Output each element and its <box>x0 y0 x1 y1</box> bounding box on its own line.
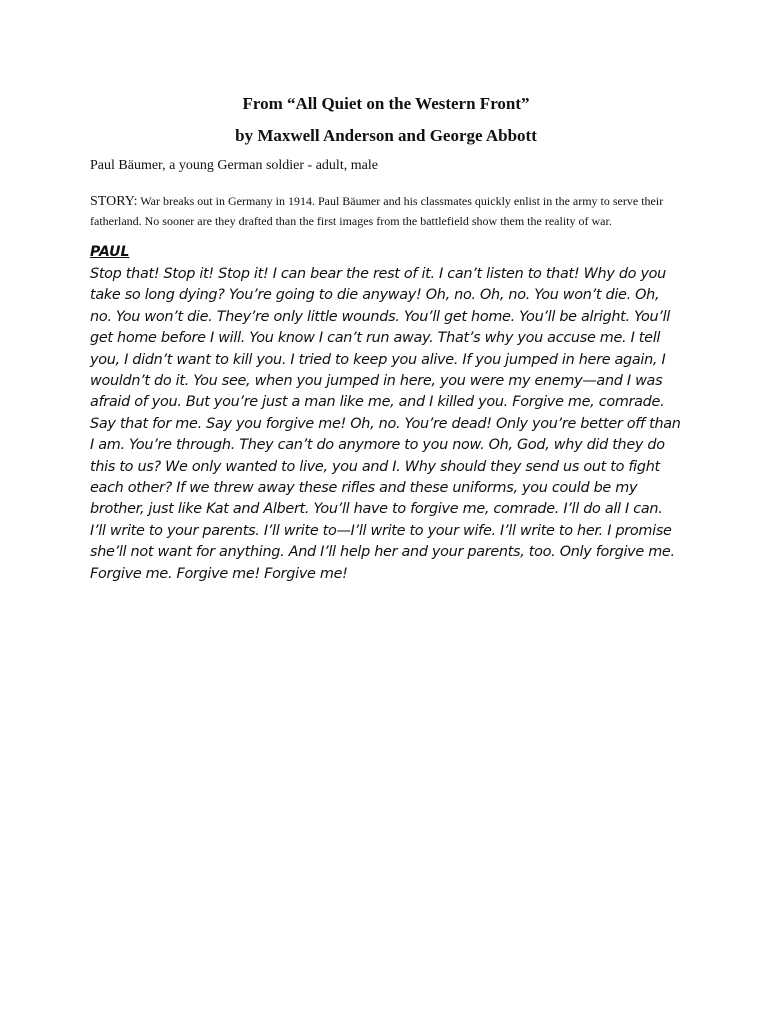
document-subtitle: by Maxwell Anderson and George Abbott <box>235 126 537 145</box>
document-page <box>90 92 682 585</box>
character-name: PAUL <box>90 244 130 260</box>
story-paragraph <box>90 192 682 230</box>
role-description: Paul Bäumer, a young German soldier - adult, male <box>90 158 378 173</box>
story-label: STORY: <box>90 194 138 209</box>
document-title: From “All Quiet on the Western Front” <box>242 94 530 113</box>
story-text: War breaks out in Germany in 1914. Paul Bäumer and his classmates quickly enlist in the army to serve their fatherland. No sooner are they drafted than the first images from the battlefield show them the reality of war. <box>90 194 664 228</box>
monologue-text: Stop that! Stop it! Stop it! I can bear the rest of it. I can’t listen to that! Why do you take so long dying? You’re going to die anyway! Oh, no. Oh, no. You won’t die. Oh, no. You won’t die. They’re only little wounds. You’ll get home. You’ll be alright. You’ll get home before I will. You know I can’t run away. That’s why you accuse me. I tell you, I didn’t want to kill you. I tried to keep you alive. If you jumped in here again, I wouldn’t do it. You see, when you jumped in here, you were my enemy—and I was afraid of you. But you’re just a man like me, and I killed you. Forgive me, comrade. Say that for me. Say you forgive me! Oh, no. You’re dead! Only you’re better off than I am. You’re through. They can’t do anymore to you now. Oh, God, why did they do this to us? We only wanted to live, you and I. Why should they send us out to fight each other? If we threw away these rifles and these uniforms, you could be my brother, just like Kat and Albert. You’ll have to forgive me, comrade. I’ll do all I can. I’ll write to your parents. I’ll write to—I’ll write to your wife. I’ll write to her. I promise she’ll not want for anything. And I’ll help her and your parents, too. Only forgive me. Forgive me. Forgive me! Forgive me! <box>90 266 681 582</box>
